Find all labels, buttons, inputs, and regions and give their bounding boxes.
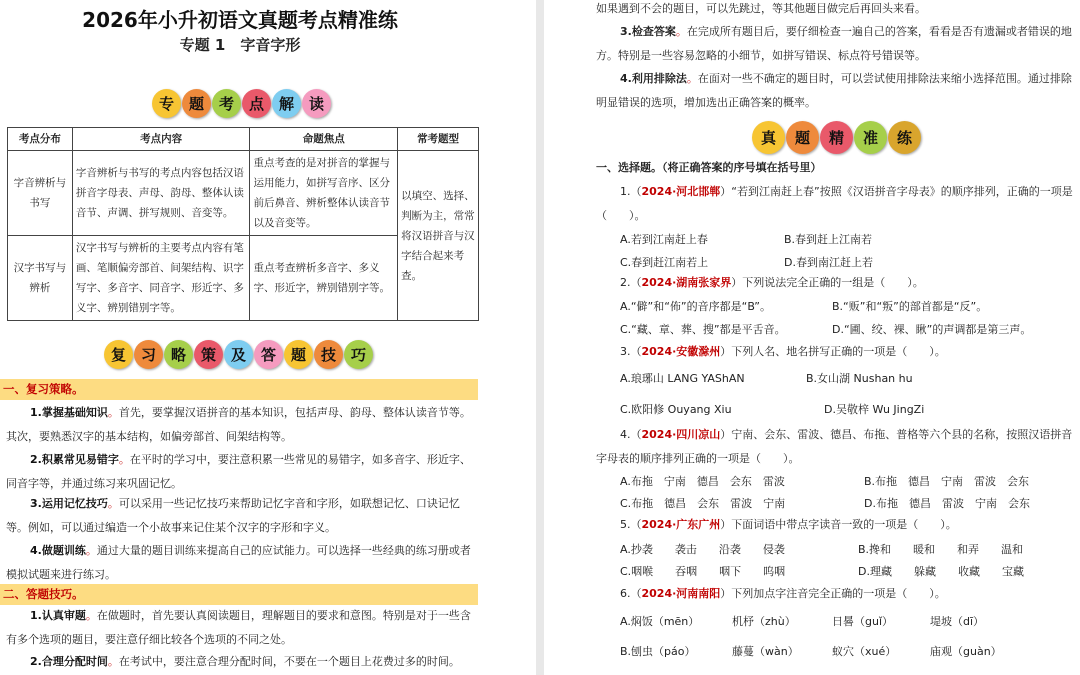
- question-text: ）下面词语中带点字读音一致的一项是（ ）。: [720, 518, 957, 531]
- paragraph-dot: 。: [85, 609, 97, 622]
- banner-char: 专: [152, 89, 181, 118]
- question-5: [596, 513, 1080, 537]
- option-word: 堤坡（dī）: [930, 615, 985, 628]
- option-d: D.理藏 躲藏 收藏 宝藏: [858, 565, 1024, 578]
- table-cell: 字音辨析与书写: [8, 151, 73, 236]
- banner-review-strategy: [104, 340, 373, 369]
- banner-char: 习: [134, 340, 163, 369]
- section-heading: 一、选择题。（将正确答案的序号填在括号里）: [596, 161, 822, 174]
- question-number: 6.（: [620, 587, 642, 600]
- table-row: [8, 151, 479, 236]
- question-source: 2024·四川凉山: [641, 428, 721, 441]
- question-1: [596, 180, 1080, 227]
- paragraph-text: 在考试中，要注意合理分配时间，不要在一个题目上花费过多的时间。: [118, 655, 460, 668]
- question-source: 2024·安徽滁州: [641, 345, 721, 358]
- banner-char: 答: [254, 340, 283, 369]
- option-d: D.春到南江赶上若: [784, 256, 873, 269]
- table-header: 常考题型: [398, 128, 479, 151]
- question-number: 2.（: [620, 276, 642, 289]
- right-page: [544, 0, 1080, 675]
- tip-dot: 。: [686, 72, 698, 85]
- tip-paragraph: [596, 20, 1080, 67]
- tip-text: 在完成所有题目后，要仔细检查一遍自己的答案，看看是否有遗漏或者错误的地方。特别是一些容易忽略的小细节，如拼写错误、标点符号错误等。: [596, 25, 1072, 62]
- paragraph-dot: 。: [107, 497, 119, 510]
- question-text: ）下列人名、地名拼写正确的一项是（ ）。: [720, 345, 946, 358]
- option-a: A.抄袭 袭击 沿袭 侵袭: [620, 543, 785, 556]
- table-cell: 以填空、选择、判断为主，常常将汉语拼音与汉字结合起来考查。: [398, 151, 479, 321]
- question-number: 4.（: [620, 428, 642, 441]
- banner-char: 策: [194, 340, 223, 369]
- option-a: A.布拖 宁南 德昌 会东 雷波: [620, 475, 785, 488]
- banner-char: 读: [302, 89, 331, 118]
- banner-char: 解: [272, 89, 301, 118]
- paragraph-heading: 2.合理分配时间: [30, 655, 108, 668]
- banner-char: 题: [182, 89, 211, 118]
- option-c: C.春到赶江南若上: [620, 256, 709, 269]
- banner-char: 复: [104, 340, 133, 369]
- option-b: B.刨虫（páo）: [620, 645, 696, 658]
- question-number: 5.（: [620, 518, 642, 531]
- option-word: 机杼（zhù）: [732, 615, 796, 628]
- section-heading: 一、复习策略。: [0, 379, 478, 400]
- option-word: 庙观（guàn）: [930, 645, 1002, 658]
- paragraph: [6, 448, 480, 495]
- paragraph-text: 可以采用一些记忆技巧来帮助记忆字音和字形，如联想记忆、口诀记忆等。例如，可以通过编造一个小故事来记住某个汉字的字形和字义。: [6, 497, 460, 534]
- question-number: 3.（: [620, 345, 642, 358]
- paragraph-heading: 4.做题训练: [30, 544, 86, 557]
- paragraph-heading: 2.积累常见易错字: [30, 453, 119, 466]
- banner-char: 点: [242, 89, 271, 118]
- option-a: A.“僻”和“佈”的音序都是“B”。: [620, 300, 771, 313]
- banner-char: 真: [752, 121, 785, 154]
- banner-topic-overview: [152, 89, 331, 118]
- option-d: D.“圃、绞、裸、瞅”的声调都是第三声。: [832, 323, 1032, 336]
- page-title: 2026年小升初语文真题考点精准练: [82, 8, 398, 32]
- option-a: A.若到江南赶上春: [620, 233, 708, 246]
- option-word: 藤蔓（wàn）: [732, 645, 799, 658]
- paragraph-heading: 3.运用记忆技巧: [30, 497, 108, 510]
- banner-char: 练: [888, 121, 921, 154]
- option-c: C.咽喉 吞咽 咽下 呜咽: [620, 565, 786, 578]
- continued-text: 如果遇到不会的题目，可以先跳过，等其他题目做完后再回头来看。: [596, 2, 926, 15]
- question-text: ）宁南、会东、雷波、德昌、布拖、普格等六个县的名称，按照汉语拼音字母表的顺序排列正确的一项是（ ）。: [596, 428, 1073, 465]
- tip-paragraph: [596, 67, 1080, 114]
- table-header: 命题焦点: [250, 128, 398, 151]
- option-b: B.女山湖 Nushan hu: [806, 372, 913, 385]
- question-4: [596, 423, 1080, 470]
- paragraph: [6, 539, 480, 586]
- paragraph-dot: 。: [85, 544, 97, 557]
- topic-subtitle: 专题 1 字音字形: [179, 36, 301, 54]
- paragraph-text: 通过大量的题目训练来提高自己的应试能力。可以选择一些经典的练习册或者模拟试题来进行练习。: [6, 544, 471, 581]
- question-text: ）下列加点字注音完全正确的一项是（ ）。: [720, 587, 946, 600]
- table-cell: 汉字书写与辨析的主要考点内容有笔画、笔顺偏旁部首、间架结构、识字写字、多音字、同音字、形近字、多义字、辨别错别字等。: [72, 236, 250, 321]
- paragraph: [6, 604, 480, 651]
- question-3: [596, 340, 1080, 364]
- banner-char: 考: [212, 89, 241, 118]
- table-cell: 重点考查辨析多音字、多义字、形近字，辨别错别字等。: [250, 236, 398, 321]
- paragraph-dot: 。: [107, 655, 119, 668]
- banner-char: 略: [164, 340, 193, 369]
- question-number: 1.（: [620, 185, 642, 198]
- paragraph-text: 首先，要掌握汉语拼音的基本知识，包括声母、韵母、整体认读音节等。其次，要熟悉汉字的基本结构，如偏旁部首、间架结构等。: [6, 406, 471, 443]
- banner-char: 及: [224, 340, 253, 369]
- paragraph-text: 在平时的学习中，要注意积累一些常见的易错字，如多音字、形近字、同音字等，并通过练习来巩固记忆。: [6, 453, 471, 490]
- option-b: B.布拖 德昌 宁南 雷波 会东: [864, 475, 1030, 488]
- banner-char: 精: [820, 121, 853, 154]
- option-a: A.琅琊山 LANG YAShAN: [620, 372, 745, 385]
- paragraph-dot: 。: [118, 453, 130, 466]
- option-c: C.“藏、章、葬、搜”都是平舌音。: [620, 323, 786, 336]
- question-source: 2024·湖南张家界: [641, 276, 732, 289]
- tip-text: 在面对一些不确定的题目时，可以尝试使用排除法来缩小选择范围。通过排除明显错误的选项，增加选出正确答案的概率。: [596, 72, 1072, 109]
- banner-practice: [752, 121, 921, 154]
- question-6: [596, 582, 1080, 606]
- question-2: [596, 271, 1080, 295]
- option-c: C.布拖 德昌 会东 雷波 宁南: [620, 497, 786, 510]
- paragraph: [6, 492, 480, 539]
- banner-char: 技: [314, 340, 343, 369]
- question-source: 2024·河南南阳: [641, 587, 721, 600]
- tip-heading: 3.检查答案: [620, 25, 676, 38]
- option-c: C.欧阳修 Ouyang Xiu: [620, 403, 732, 416]
- table-cell: 重点考查的是对拼音的掌握与运用能力，如拼写音序、区分前后鼻音、辨析整体认读音节以及音变等。: [250, 151, 398, 236]
- paragraph-dot: 。: [107, 406, 119, 419]
- option-d: D.吴敬梓 Wu JingZi: [824, 403, 925, 416]
- page-gutter: [536, 0, 544, 675]
- question-source: 2024·河北邯郸: [641, 185, 721, 198]
- banner-char: 题: [284, 340, 313, 369]
- paragraph-heading: 1.掌握基础知识: [30, 406, 108, 419]
- question-text: ）“若到江南赶上春”按照《汉语拼音字母表》的顺序排列，正确的一项是（ ）。: [596, 185, 1073, 222]
- paragraph-heading: 1.认真审题: [30, 609, 86, 622]
- option-b: B.春到赶上江南若: [784, 233, 873, 246]
- paragraph-text: 在做题时，首先要认真阅读题目，理解题目的要求和意图。特别是对于一些含有多个选项的题目，要注意仔细比较各个选项的不同之处。: [6, 609, 471, 646]
- option-b: B.搀和 暖和 和弄 温和: [858, 543, 1024, 556]
- question-text: ）下列说法完全正确的一组是（ ）。: [731, 276, 924, 289]
- table-header-row: [8, 128, 479, 151]
- section-heading: 二、答题技巧。: [0, 584, 478, 605]
- banner-char: 题: [786, 121, 819, 154]
- option-word: 蚁穴（xué）: [832, 645, 897, 658]
- left-page: [0, 0, 536, 675]
- tip-dot: 。: [675, 25, 687, 38]
- banner-char: 准: [854, 121, 887, 154]
- table-cell: 汉字书写与辨析: [8, 236, 73, 321]
- table-header: 考点内容: [72, 128, 250, 151]
- table-header: 考点分布: [8, 128, 73, 151]
- banner-char: 巧: [344, 340, 373, 369]
- paragraph: [6, 401, 480, 448]
- table-cell: 字音辨析与书写的考点内容包括汉语拼音字母表、声母、韵母、整体认读音节、声调、拼写规则、音变等。: [72, 151, 250, 236]
- option-a: A.焖饭（mēn）: [620, 615, 700, 628]
- option-d: D.布拖 德昌 雷波 宁南 会东: [864, 497, 1030, 510]
- topic-table: [7, 127, 479, 321]
- question-source: 2024·广东广州: [641, 518, 721, 531]
- option-b: B.“贩”和“叛”的部首都是“反”。: [832, 300, 988, 313]
- tip-heading: 4.利用排除法: [620, 72, 687, 85]
- option-word: 日晷（guǐ）: [832, 615, 894, 628]
- paragraph: [6, 650, 480, 674]
